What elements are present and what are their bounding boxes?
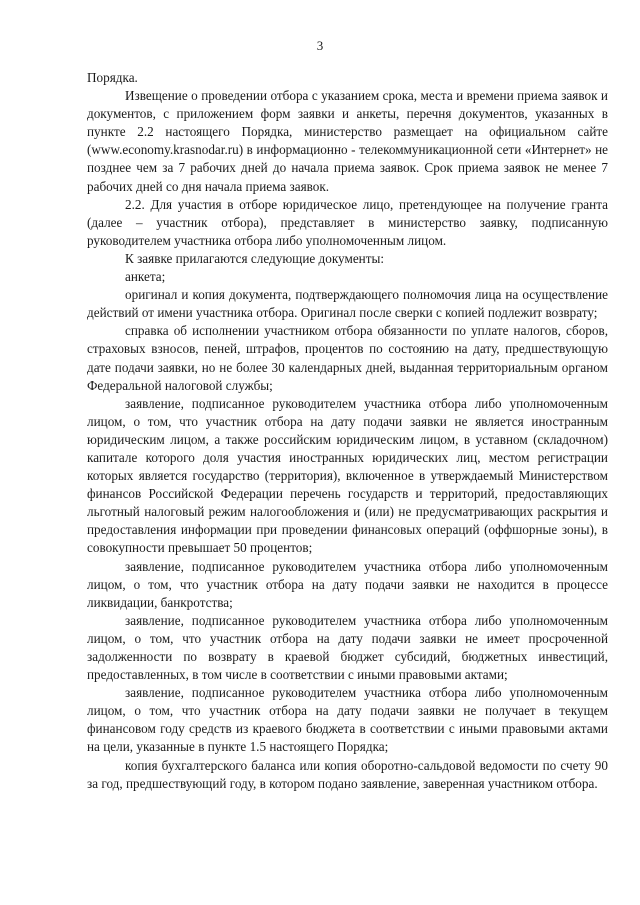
page-number: 3 bbox=[316, 38, 324, 53]
paragraph: Извещение о проведении отбора с указанием срока, места и времени приема заявок и документов, с приложением форм заявки и анкеты, перечня документов, указанных в пункте 2.2 настоящего Порядка, министерство размещает на официальном сайте (www.economy.krasnodar.ru) в информационно - телекоммуникационной сети «Интернет» не позднее чем за 7 рабочих дней до начала приема заявок. Срок приема заявок не менее 7 рабочих дней со дня начала приема заявок. bbox=[87, 88, 608, 194]
paragraph: заявление, подписанное руководителем участника отбора либо уполномоченным лицом, о том, что участник отбора на дату подачи заявки не является иностранным юридическим лицом, а также российским юридическим лицом, в уставном (складочном) капитале которого доля участия иностранных юридических лиц, местом регистрации которых является государство (территория), включенное в утверждаемый Министерством финансов Российской Федерации перечень государств и территорий, предоставляющих льготный налоговый режим налогообложения и (или) не предусматривающих раскрытия и предоставления информации при проведении финансовых операций (оффшорные зоны), в совокупности превышает 50 процентов; bbox=[87, 395, 608, 556]
paragraph: заявление, подписанное руководителем участника отбора либо уполномоченным лицом, о том, что участник отбора на дату подачи заявки не получает в текущем финансовом году средств из краевого бюджета в соответствии с иными правовыми актами на цели, указанные в пункте 1.5 настоящего Порядка; bbox=[87, 685, 608, 755]
paragraph: К заявке прилагаются следующие документы: bbox=[125, 250, 385, 266]
paragraph: справка об исполнении участником отбора обязанности по уплате налогов, сборов, страховых взносов, пеней, штрафов, процентов по состоянию на дату, предшествующую дате подачи заявки, но не более 30 календарных дней, выданная территориальным органом Федеральной налоговой службы; bbox=[87, 323, 608, 393]
document-body bbox=[87, 69, 608, 793]
paragraph: Порядка. bbox=[87, 70, 138, 85]
paragraph: анкета; bbox=[125, 269, 166, 285]
paragraph: 2.2. Для участия в отборе юридическое лицо, претендующее на получение гранта (далее – участник отбора), представляет в министерство заявку, подписанную руководителем участника отбора либо уполномоченным лицом. bbox=[87, 196, 608, 248]
paragraph: оригинал и копия документа, подтверждающего полномочия лица на осуществление действий от имени участника отбора. Оригинал после сверки с копией подлежит возврату; bbox=[87, 287, 608, 321]
paragraph: заявление, подписанное руководителем участника отбора либо уполномоченным лицом, о том, что участник отбора на дату подачи заявки не находится в процессе ликвидации, банкротства; bbox=[87, 558, 608, 610]
paragraph: заявление, подписанное руководителем участника отбора либо уполномоченным лицом, о том, что участник отбора на дату подачи заявки не имеет просроченной задолженности по возврату в краевой бюджет субсидий, бюджетных инвестиций, предоставленных, в том числе в соответствии с иными правовыми актами; bbox=[87, 612, 608, 683]
paragraph: копия бухгалтерского баланса или копия оборотно-сальдовой ведомости по счету 90 за год, предшествующий году, в котором подано заявление, заверенная участником отбора. bbox=[87, 757, 608, 791]
